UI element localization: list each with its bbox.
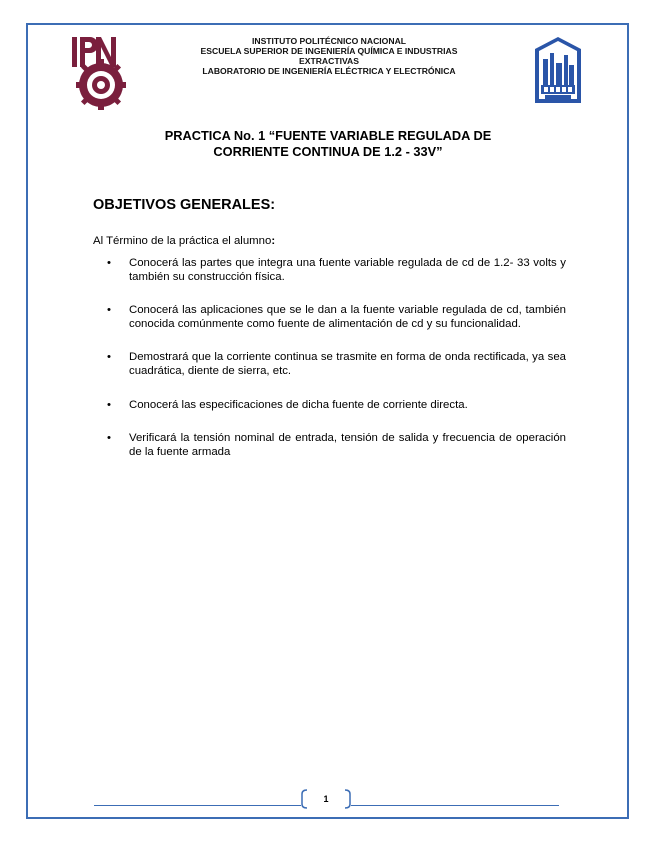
footer-rule-right bbox=[351, 805, 559, 806]
list-item-text: Conocerá las especificaciones de dicha fuente de corriente directa. bbox=[129, 398, 468, 411]
header-line-school: ESCUELA SUPERIOR DE INGENIERÍA QUÍMICA E INDUSTRIAS bbox=[200, 46, 458, 56]
list-item bbox=[104, 399, 566, 413]
bullet-icon: • bbox=[107, 432, 111, 445]
bullet-icon: • bbox=[107, 257, 111, 269]
list-item bbox=[104, 304, 566, 331]
header-line-school-cont: EXTRACTIVAS bbox=[298, 56, 359, 66]
institution-header bbox=[140, 36, 518, 76]
practice-title-line-1: PRACTICA No. 1 “FUENTE VARIABLE REGULADA DE bbox=[164, 128, 492, 143]
intro-text bbox=[93, 234, 275, 248]
header-line-laboratory: LABORATORIO DE INGENIERÍA ELÉCTRICA Y ELECTRÓNICA bbox=[202, 66, 456, 76]
bullet-icon: • bbox=[107, 398, 111, 411]
section-heading: OBJETIVOS GENERALES: bbox=[93, 197, 276, 213]
ipn-logo bbox=[70, 35, 132, 111]
bullet-icon: • bbox=[107, 304, 111, 317]
page-number: 1 bbox=[323, 794, 329, 804]
bullet-icon: • bbox=[107, 351, 111, 364]
list-item-text: Verificará la tensión nominal de entrada, tensión de salida y frecuencia de operación de la fuente armada bbox=[129, 432, 566, 458]
list-item bbox=[104, 432, 566, 459]
list-item-text: Conocerá las aplicaciones que se le dan a la fuente variable regulada de cd, también conocida comúnmente como fuente de alimentación de cd y su funcionalidad. bbox=[129, 304, 566, 330]
list-item bbox=[104, 257, 566, 284]
practice-title-line-2: CORRIENTE CONTINUA DE 1.2 - 33V” bbox=[213, 144, 443, 159]
list-item-text: Conocerá las partes que integra una fuente variable regulada de cd de 1.2- 33 volts y también su construcción física. bbox=[129, 257, 566, 283]
header-line-institute: INSTITUTO POLITÉCNICO NACIONAL bbox=[251, 36, 407, 46]
esiqie-logo bbox=[533, 35, 583, 105]
intro-text-body: Al Término de la práctica el alumno bbox=[93, 235, 272, 247]
intro-colon: : bbox=[271, 235, 276, 247]
objectives-list bbox=[104, 257, 566, 479]
list-item-text: Demostrará que la corriente continua se trasmite en forma de onda rectificada, ya sea cuadrática, diente de sierra, etc. bbox=[129, 351, 566, 377]
footer-rule-left bbox=[94, 805, 301, 806]
practice-title bbox=[98, 128, 558, 160]
list-item bbox=[104, 351, 566, 378]
